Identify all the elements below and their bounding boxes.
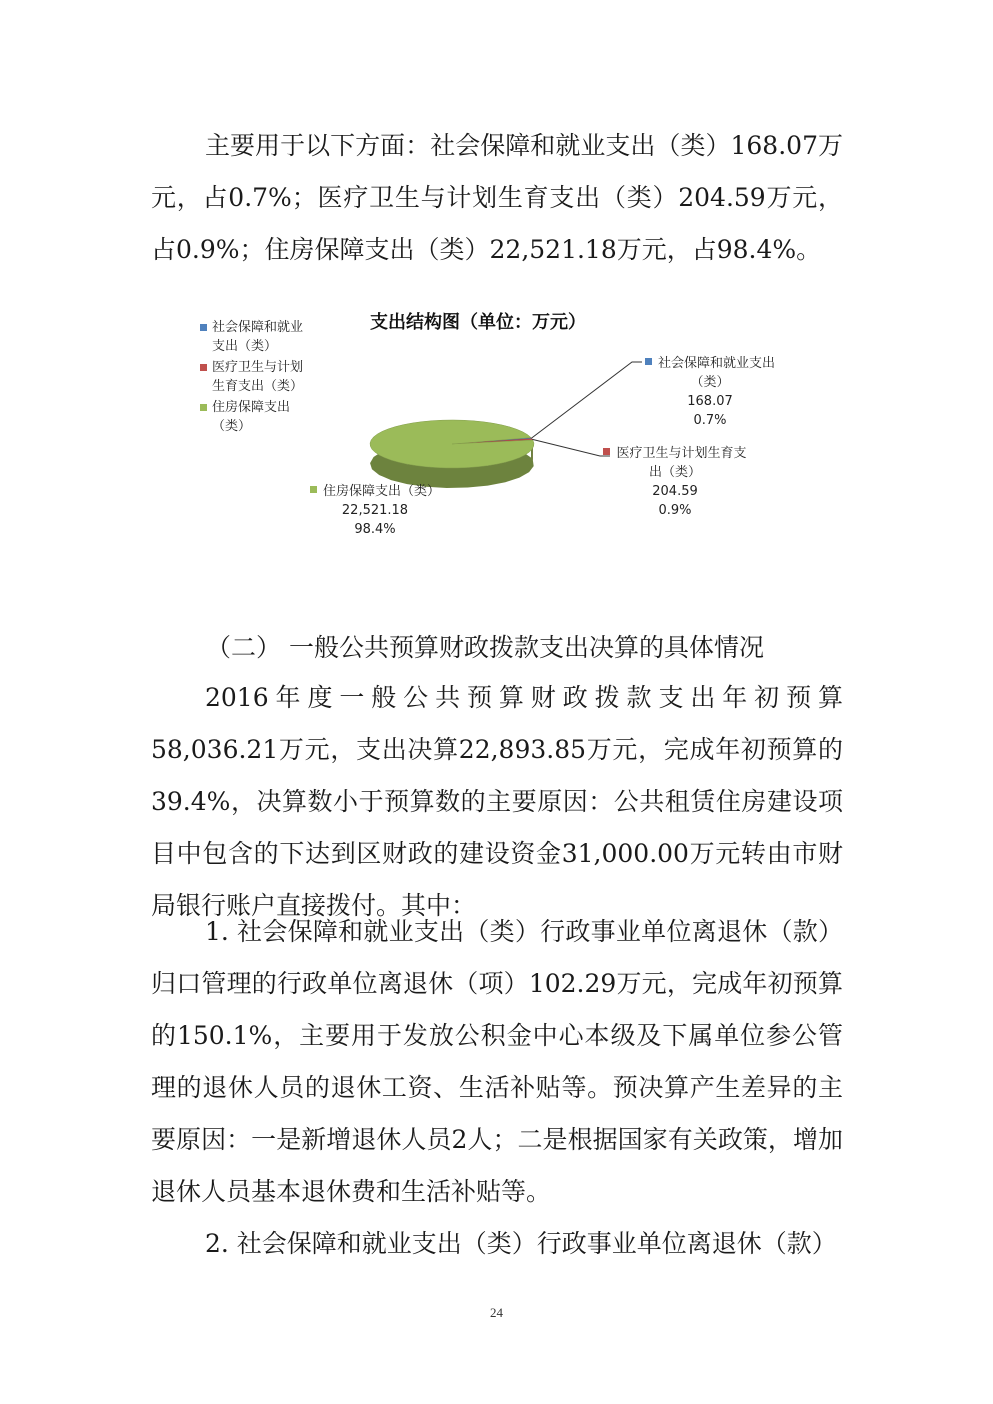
data-label-social-security — [635, 354, 785, 430]
legend-swatch-health — [200, 364, 207, 371]
pie-slice-housing — [370, 420, 534, 468]
data-label-housing — [305, 482, 445, 539]
data-label-value-housing: 22,521.18 — [341, 503, 409, 518]
leader-line-social-security — [532, 362, 642, 438]
paragraph-budget-overview: 2016年度一般公共预算财政拨款支出年初预算58,036.21万元，支出决算22,893.85万元，完成年初预算的39.4%，决算数小于预算数的主要原因：公共租赁住房建设项目中包含的下达到区财政的建设资金31,000.00万元转由市财局银行账户直接拨付。其中： — [151, 683, 843, 920]
legend-label-housing: 住房保障支出（类） — [212, 400, 291, 434]
expenditure-pie-chart — [180, 298, 820, 583]
data-label-health — [600, 444, 750, 520]
legend-swatch-housing — [200, 404, 207, 411]
section-heading: （二） 一般公共预算财政拨款支出决算的具体情况 — [206, 633, 764, 662]
data-label-percent-social-security: 0.7% — [693, 413, 727, 428]
legend-label-health: 医疗卫生与计划生育支出（类） — [212, 360, 304, 394]
legend-swatch-social-security — [200, 324, 207, 331]
data-label-percent-housing: 98.4% — [354, 522, 396, 537]
paragraph-expenditure-summary: 主要用于以下方面：社会保障和就业支出（类）168.07万元，占0.7%；医疗卫生与计划生育支出（类）204.59万元，占0.9%；住房保障支出（类）22,521.18万元，占98.4%。 — [151, 131, 843, 264]
data-label-value-social-security: 168.07 — [687, 394, 733, 409]
legend-item-health — [198, 358, 308, 396]
data-label-category-health: 医疗卫生与计划生育支出（类） — [616, 446, 747, 480]
data-label-category-social-security: 社会保障和就业支出（类） — [657, 356, 775, 390]
data-label-swatch-health — [603, 448, 610, 455]
data-label-swatch-social-security — [645, 358, 652, 365]
page-number: 24 — [490, 1305, 503, 1320]
legend-label-social-security: 社会保障和就业支出（类） — [212, 320, 304, 354]
paragraph-item-2: 2. 社会保障和就业支出（类）行政事业单位离退休（款） — [205, 1229, 837, 1258]
chart-legend — [198, 318, 308, 438]
leader-line-health — [532, 439, 610, 456]
data-label-category-housing: 住房保障支出（类） — [322, 484, 440, 499]
data-label-swatch-housing — [310, 486, 317, 493]
legend-item-housing — [198, 398, 308, 436]
data-label-percent-health: 0.9% — [658, 503, 692, 518]
data-label-value-health: 204.59 — [652, 484, 698, 499]
chart-title: 支出结构图（单位：万元） — [370, 312, 586, 333]
legend-item-social-security — [198, 318, 308, 356]
paragraph-item-1: 1. 社会保障和就业支出（类）行政事业单位离退休（款）归口管理的行政单位离退休（项）102.29万元，完成年初预算的150.1%，主要用于发放公积金中心本级及下属单位参公管理的退休人员的退休工资、生活补贴等。预决算产生差异的主要原因：一是新增退休人员2人；二是根据国家有关政策，增加退休人员基本退休费和生活补贴等。 — [151, 917, 843, 1206]
